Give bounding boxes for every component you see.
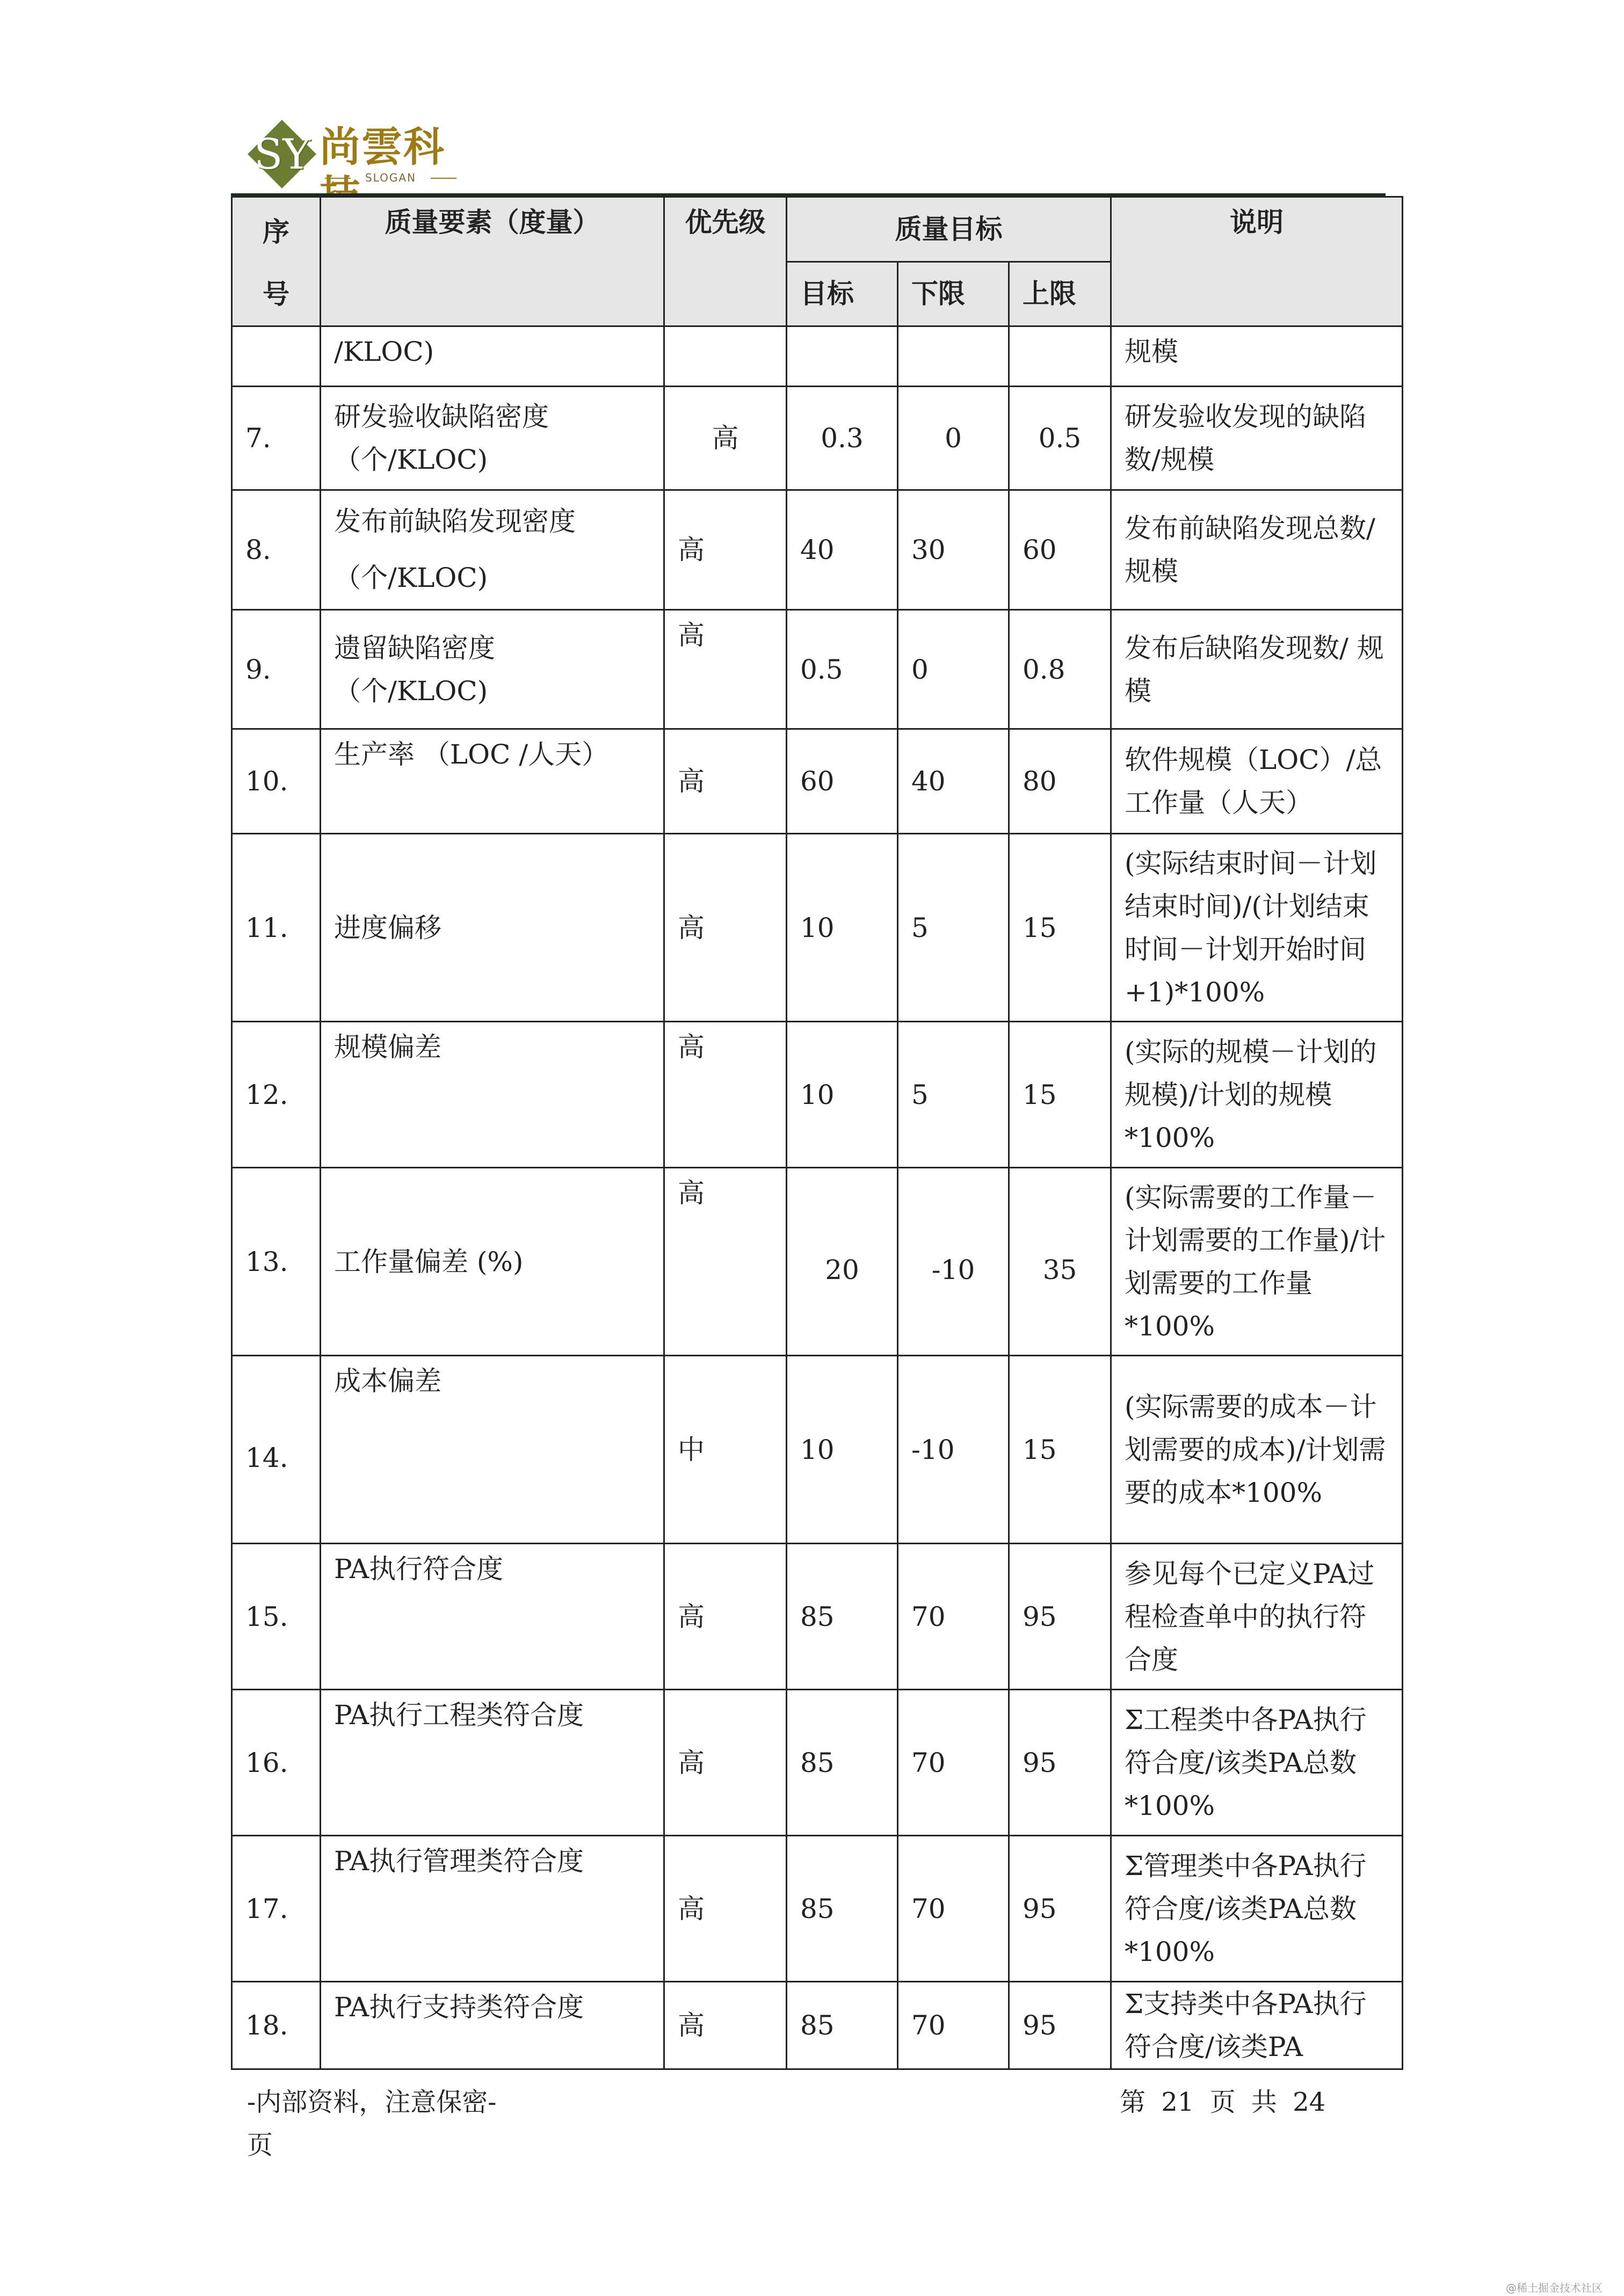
- cell-lower: 0: [898, 610, 1009, 729]
- header-desc: 说明: [1111, 197, 1403, 326]
- cell-priority: [664, 326, 787, 387]
- cell-priority: 高: [664, 729, 787, 834]
- table-row: [232, 1836, 1403, 1982]
- cell-target: 10: [787, 1356, 898, 1544]
- cell-desc: 发布前缺陷发现总数/ 规模: [1111, 490, 1403, 610]
- quality-goals-table: [231, 196, 1403, 2070]
- watermark: @稀土掘金技术社区: [1506, 2282, 1603, 2294]
- footer-page-number: 第 21 页 共 24: [1120, 2087, 1326, 2117]
- cell-element: 遗留缺陷密度 （个/KLOC): [321, 610, 664, 729]
- cell-target: 40: [787, 490, 898, 610]
- cell-desc: Σ工程类中各PA执行符合度/该类PA总数*100%: [1111, 1690, 1403, 1836]
- cell-priority: 高: [664, 834, 787, 1022]
- cell-element: /KLOC): [321, 326, 664, 387]
- header-seq-top: 序: [263, 216, 289, 248]
- cell-element: PA执行支持类符合度: [321, 1982, 664, 2069]
- cell-target: [787, 326, 898, 387]
- table-row: [232, 1168, 1403, 1356]
- cell-priority: 高: [664, 1544, 787, 1690]
- table-row: [232, 490, 1403, 610]
- cell-desc: 研发验收发现的缺陷数/规模: [1111, 387, 1403, 490]
- cell-seq: 10.: [232, 729, 321, 834]
- table-row: [232, 834, 1403, 1022]
- cell-target: 0.5: [787, 610, 898, 729]
- cell-target: 0.3: [787, 387, 898, 490]
- cell-lower: 30: [898, 490, 1009, 610]
- cell-lower: 70: [898, 1690, 1009, 1836]
- cell-lower: 70: [898, 1544, 1009, 1690]
- cell-element: 发布前缺陷发现密度（个/KLOC): [321, 490, 664, 610]
- cell-seq: [232, 326, 321, 387]
- cell-target: 10: [787, 834, 898, 1022]
- cell-priority: 中: [664, 1356, 787, 1544]
- cell-element: 成本偏差: [321, 1356, 664, 1544]
- header-lower: 下限: [898, 261, 1009, 326]
- cell-element: PA执行工程类符合度: [321, 1690, 664, 1836]
- cell-upper: 15: [1009, 834, 1111, 1022]
- cell-priority: 高: [664, 1022, 787, 1168]
- header-seq-bottom: 号: [263, 278, 289, 310]
- cell-seq: 15.: [232, 1544, 321, 1690]
- cell-upper: 95: [1009, 1544, 1111, 1690]
- cell-lower: 40: [898, 729, 1009, 834]
- table-row: [232, 1356, 1403, 1544]
- cell-seq: 14.: [232, 1356, 321, 1544]
- cell-upper: [1009, 326, 1111, 387]
- footer-page-suffix: 页: [247, 2130, 273, 2160]
- cell-upper: 80: [1009, 729, 1111, 834]
- cell-element: 工作量偏差 (%): [321, 1168, 664, 1356]
- cell-seq: 9.: [232, 610, 321, 729]
- logo-mark: SY: [254, 130, 310, 179]
- cell-upper: 0.5: [1009, 387, 1111, 490]
- cell-priority: 高: [664, 1168, 787, 1356]
- table-row: [232, 1544, 1403, 1690]
- header-priority: 优先级: [664, 197, 787, 326]
- header-element: 质量要素（度量）: [321, 197, 664, 326]
- logo-company-name: 尚雲科: [320, 123, 445, 171]
- header-seq: [232, 197, 321, 326]
- cell-lower: 0: [898, 387, 1009, 490]
- table-row: [232, 387, 1403, 490]
- cell-element: 研发验收缺陷密度 （个/KLOC): [321, 387, 664, 490]
- logo-slogan: SLOGAN: [325, 171, 456, 184]
- cell-priority: 高: [664, 610, 787, 729]
- cell-desc: (实际结束时间－计划结束时间)/(计划结束时间－计划开始时间+1)*100%: [1111, 834, 1403, 1022]
- table-header-row: [232, 197, 1403, 262]
- cell-priority: 高: [664, 1836, 787, 1982]
- cell-upper: 15: [1009, 1356, 1111, 1544]
- cell-target: 85: [787, 1982, 898, 2069]
- cell-desc: Σ支持类中各PA执行符合度/该类PA: [1111, 1982, 1403, 2069]
- cell-element: 进度偏移: [321, 834, 664, 1022]
- cell-lower: -10: [898, 1356, 1009, 1544]
- cell-desc: Σ管理类中各PA执行符合度/该类PA总数*100%: [1111, 1836, 1403, 1982]
- table-row: [232, 1982, 1403, 2069]
- cell-seq: 7.: [232, 387, 321, 490]
- cell-seq: 12.: [232, 1022, 321, 1168]
- table-row: [232, 1022, 1403, 1168]
- cell-desc: (实际的规模－计划的规模)/计划的规模*100%: [1111, 1022, 1403, 1168]
- cell-element: PA执行符合度: [321, 1544, 664, 1690]
- cell-seq: 11.: [232, 834, 321, 1022]
- cell-lower: 5: [898, 1022, 1009, 1168]
- cell-priority: 高: [664, 490, 787, 610]
- cell-desc: (实际需要的成本－计划需要的成本)/计划需要的成本*100%: [1111, 1356, 1403, 1544]
- cell-upper: 15: [1009, 1022, 1111, 1168]
- cell-seq: 13.: [232, 1168, 321, 1356]
- cell-desc: 参见每个已定义PA过程检查单中的执行符合度: [1111, 1544, 1403, 1690]
- cell-upper: 35: [1009, 1168, 1111, 1356]
- cell-desc: 软件规模（LOC）/总工作量（人天）: [1111, 729, 1403, 834]
- cell-desc: 规模: [1111, 326, 1403, 387]
- footer-confidential-text: -内部资料，注意保密-: [247, 2087, 497, 2117]
- cell-seq: 17.: [232, 1836, 321, 1982]
- cell-seq: 18.: [232, 1982, 321, 2069]
- cell-upper: 95: [1009, 1690, 1111, 1836]
- cell-lower: -10: [898, 1168, 1009, 1356]
- header-upper: 上限: [1009, 261, 1111, 326]
- table-row: [232, 729, 1403, 834]
- cell-target: 85: [787, 1544, 898, 1690]
- table-row: [232, 326, 1403, 387]
- cell-target: 85: [787, 1690, 898, 1836]
- cell-upper: 60: [1009, 490, 1111, 610]
- cell-upper: 95: [1009, 1836, 1111, 1982]
- footer-confidential: [247, 2081, 496, 2167]
- cell-upper: 0.8: [1009, 610, 1111, 729]
- cell-lower: 70: [898, 1982, 1009, 2069]
- cell-lower: 70: [898, 1836, 1009, 1982]
- cell-desc: 发布后缺陷发现数/ 规模: [1111, 610, 1403, 729]
- cell-target: 10: [787, 1022, 898, 1168]
- cell-element: PA执行管理类符合度: [321, 1836, 664, 1982]
- header-target: 目标: [787, 261, 898, 326]
- cell-target: 60: [787, 729, 898, 834]
- cell-upper: 95: [1009, 1982, 1111, 2069]
- table-row: [232, 610, 1403, 729]
- header-goal: 质量目标: [787, 197, 1111, 262]
- cell-priority: 高: [664, 1690, 787, 1836]
- cell-desc: (实际需要的工作量－计划需要的工作量)/计划需要的工作量*100%: [1111, 1168, 1403, 1356]
- company-logo: [244, 115, 481, 196]
- cell-target: 20: [787, 1168, 898, 1356]
- cell-lower: [898, 326, 1009, 387]
- cell-priority: 高: [664, 1982, 787, 2069]
- cell-element: 生产率 （LOC /人天）: [321, 729, 664, 834]
- cell-lower: 5: [898, 834, 1009, 1022]
- cell-seq: 8.: [232, 490, 321, 610]
- cell-target: 85: [787, 1836, 898, 1982]
- cell-element: 规模偏差: [321, 1022, 664, 1168]
- cell-priority: 高: [664, 387, 787, 490]
- cell-seq: 16.: [232, 1690, 321, 1836]
- table-row: [232, 1690, 1403, 1836]
